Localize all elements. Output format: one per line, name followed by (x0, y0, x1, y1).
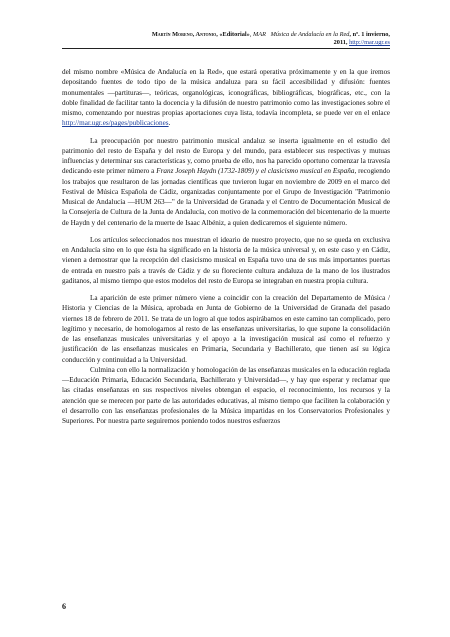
paragraph-2-title: Franz Joseph Haydn (1732-1809) y el clasicismo musical en España (156, 167, 355, 176)
paragraph-4: La aparición de este primer número viene a coincidir con la creación del Departamento de Música / Historia y Ciencias de la Música, aprobada en Junta de Gobierno de la Universidad de Granada del pasado viernes 18 de febrero de 2011. Se trata de un logro al que todos aspirábamos en este camino tan complicado, pero legítimo y necesario, de homologarnos al resto de las enseñanzas universitarias, lo que supone la consolidación de las enseñanzas musicales universitarias y el apoyo a la investigación musical así como el refuerzo y justificación de las enseñanzas musicales en Primaria, Secundaria y Bachillerato, que tienen así su lógica conducción y continuidad a la Universidad. (62, 294, 390, 364)
paragraph-2 (62, 136, 390, 228)
page-number: 6 (62, 602, 66, 611)
paragraph-1-end: . (168, 119, 171, 128)
paragraph-1-text: del mismo nombre «Música de Andalucía en la Red», que estará operativa próximamente y en la que iremos depositando fuentes de todo tipo de la música andaluza para su fácil accesibilidad y difusión: fuentes monumentales —partituras—, teóricas, organológicas, iconográficas, bibliográficas, biográficas, etc., con la doble finalidad de facilitar tanto la docencia y la difusión de nuestro patrimonio como las investigaciones sobre el mismo, comenzando por nuestras propias aportaciones cuya lista, todavía incompleta, se puede ver en el enlace (62, 68, 390, 117)
header-url-link[interactable]: http://mar.ugr.es (349, 39, 390, 46)
header-citation (62, 31, 390, 39)
article-body (62, 67, 390, 426)
header-journal: Música de Andalucía en la Red (270, 31, 350, 38)
paragraph-5: Culmina con ello la normalización y homologación de las enseñanzas musicales en la educación reglada —Educación Primaria, Educación Secundaria, Bachillerato y Universidad—, y hay que esperar y reclamar que las citadas enseñanzas en sus respectivos niveles obtengan el espacio, el reconocimiento, los recursos y la atención que se merecen por parte de las autoridades educativas, al mismo tiempo que faciliten la colaboración y el desarrollo con las enseñanzas profesionales de la Música impartidas en los Conservatorios Profesionales y Superiores. Por nuestra parte seguiremos poniendo todos nuestros esfuerzos (62, 365, 390, 425)
paragraph-2-text-end: , recogiendo los trabajos que resultaron de las jornadas científicas que tuvieron lugar en noviembre de 2009 en el marco del Festival de Música Española de Cádiz, organizadas conjuntamente por el Grupo de Investigación "Patrimonio Musical de Andalucía —HUM 263—" de la Universidad de Granada y el Centro de Documentación Musical de la Consejería de Cultura de la Junta de Andalucía, con motivo de la conmemoración del bicentenario de la muerte de Haydn y del centenario de la muerte de Isaac Albéniz, a quien dedicaremos el siguiente número. (62, 167, 391, 227)
paragraph-2-text: La preocupación por nuestro patrimonio musical andaluz se inserta igualmente en el estudio del patrimonio del resto de España y del resto de Europa y del mundo, para establecer sus respectivas y mutuas influencias y determinar sus características y, como prueba de ello, nos ha parecido oportuno comenzar la travesía dedicando este primer número a (62, 136, 390, 176)
paragraph-1 (62, 67, 390, 129)
running-header (62, 31, 390, 49)
header-citation-line2 (62, 39, 390, 47)
header-year: 2011, (333, 39, 348, 46)
header-author: Martín Moreno, Antonio (151, 31, 217, 38)
header-editorial: , «Editorial» (216, 31, 250, 38)
header-issue: , nº. 1 invierno, (349, 31, 390, 38)
publications-link[interactable]: http://mar.ugr.es/pages/publicaciones (62, 119, 169, 128)
paragraph-3: Los artículos seleccionados nos muestran el ideario de nuestro proyecto, que no se queda en exclusiva en Andalucía sino en lo que ésta ha significado en la historia de la música universal y, en este caso y en Cádiz, vienen a demostrar que la recepción del clasicismo musical en España tuvo una de sus más importantes puertas de entrada en nuestro país a través de Cádiz y de su floreciente cultura andaluza de la mano de los ilustrados gaditanos, al mismo tiempo que estos modelos del resto de Europa se integraban en nuestra propia cultura. (62, 235, 390, 285)
header-mar: , MAR (249, 31, 266, 38)
